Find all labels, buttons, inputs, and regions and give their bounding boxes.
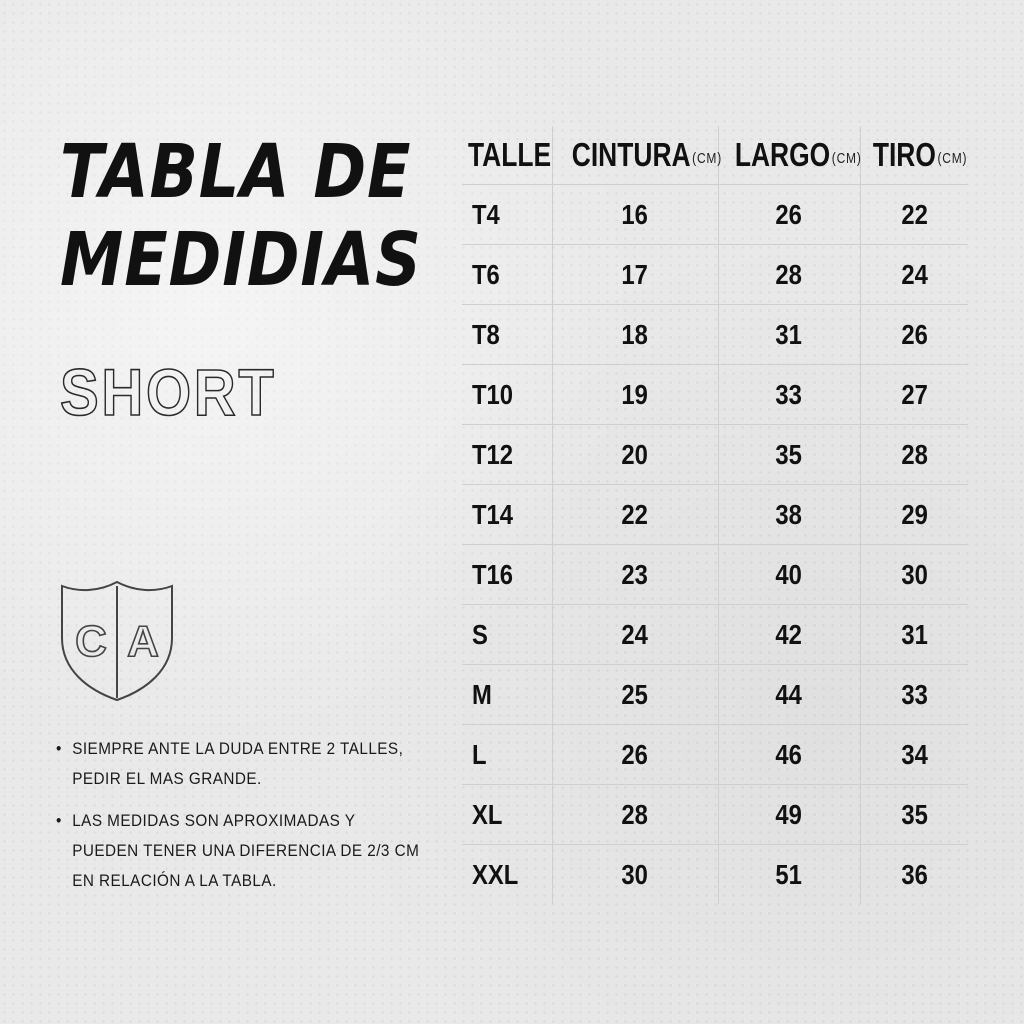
cintura-cell: 22 <box>552 485 718 545</box>
table-row <box>462 845 968 905</box>
tiro-cell: 35 <box>860 785 968 845</box>
cintura-cell: 25 <box>552 665 718 725</box>
header-talle: TALLE <box>468 136 552 173</box>
tiro-cell: 31 <box>860 605 968 665</box>
tiro-cell: 36 <box>860 845 968 905</box>
header-cintura: CINTURA (CM) <box>552 126 718 185</box>
size-cell: T4 <box>462 185 552 245</box>
size-cell: XXL <box>462 845 552 905</box>
table-row <box>462 305 968 365</box>
size-cell: T10 <box>462 365 552 425</box>
largo-cell: 31 <box>718 305 860 365</box>
largo-cell: 44 <box>718 665 860 725</box>
tiro-cell: 29 <box>860 485 968 545</box>
cintura-cell: 18 <box>552 305 718 365</box>
logo-letter-c: C <box>75 617 107 666</box>
shield-crest-icon <box>58 578 176 704</box>
note-item: • LAS MEDIDAS SON APROXIMADAS Y PUEDEN TENER UNA DIFERENCIA DE 2/3 CM EN RELACIÓN A LA TABLA. <box>56 806 423 896</box>
tiro-cell: 27 <box>860 365 968 425</box>
table-row <box>462 545 968 605</box>
cintura-cell: 28 <box>552 785 718 845</box>
tiro-cell: 24 <box>860 245 968 305</box>
cintura-cell: 16 <box>552 185 718 245</box>
table-row <box>462 725 968 785</box>
header-tiro: TIRO (CM) <box>860 126 968 185</box>
largo-cell: 40 <box>718 545 860 605</box>
product-subtitle: SHORT <box>60 355 277 429</box>
size-cell: T6 <box>462 245 552 305</box>
largo-cell: 35 <box>718 425 860 485</box>
notes-list <box>56 734 420 908</box>
size-cell: T12 <box>462 425 552 485</box>
cintura-cell: 24 <box>552 605 718 665</box>
size-table <box>462 126 968 904</box>
largo-cell: 42 <box>718 605 860 665</box>
table-row <box>462 245 968 305</box>
size-cell: S <box>462 605 552 665</box>
size-cell: L <box>462 725 552 785</box>
tiro-cell: 34 <box>860 725 968 785</box>
tiro-cell: 30 <box>860 545 968 605</box>
table-row <box>462 425 968 485</box>
largo-cell: 26 <box>718 185 860 245</box>
title-line-2: MEDIDIAS <box>60 217 422 303</box>
cintura-cell: 19 <box>552 365 718 425</box>
largo-cell: 28 <box>718 245 860 305</box>
page-title <box>60 128 422 304</box>
tiro-cell: 28 <box>860 425 968 485</box>
note-item: • SIEMPRE ANTE LA DUDA ENTRE 2 TALLES, PEDIR EL MAS GRANDE. <box>56 734 423 794</box>
table-row <box>462 605 968 665</box>
largo-cell: 51 <box>718 845 860 905</box>
table-row <box>462 185 968 245</box>
size-cell: XL <box>462 785 552 845</box>
largo-cell: 49 <box>718 785 860 845</box>
cintura-cell: 30 <box>552 845 718 905</box>
table-row <box>462 785 968 845</box>
largo-cell: 46 <box>718 725 860 785</box>
cintura-cell: 23 <box>552 545 718 605</box>
tiro-cell: 26 <box>860 305 968 365</box>
size-cell: T8 <box>462 305 552 365</box>
title-line-1: TABLA DE <box>60 129 412 215</box>
size-cell: M <box>462 665 552 725</box>
size-cell: T16 <box>462 545 552 605</box>
table-row <box>462 665 968 725</box>
cintura-cell: 26 <box>552 725 718 785</box>
cintura-cell: 17 <box>552 245 718 305</box>
tiro-cell: 33 <box>860 665 968 725</box>
cintura-cell: 20 <box>552 425 718 485</box>
table-row <box>462 365 968 425</box>
largo-cell: 33 <box>718 365 860 425</box>
table-row <box>462 485 968 545</box>
largo-cell: 38 <box>718 485 860 545</box>
header-largo: LARGO (CM) <box>718 126 860 185</box>
logo-letter-a: A <box>127 617 159 666</box>
tiro-cell: 22 <box>860 185 968 245</box>
size-cell: T14 <box>462 485 552 545</box>
table-header-row <box>462 126 968 185</box>
